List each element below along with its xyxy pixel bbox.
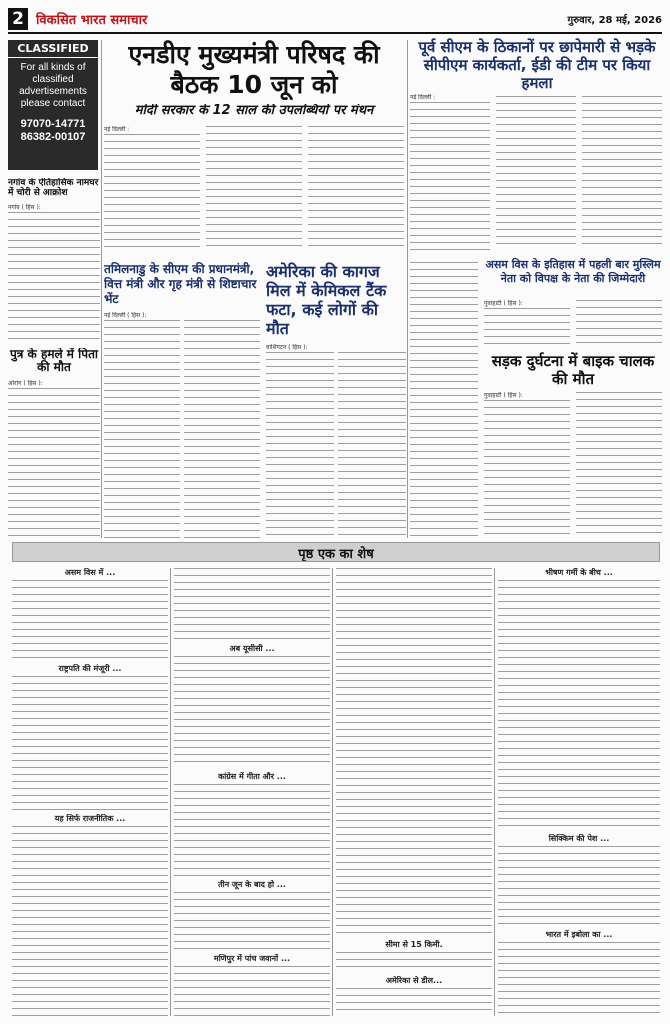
lead-headline: एनडीए मुख्यमंत्री परिषद की बैठक 10 जून को — [128, 40, 380, 99]
continuation-headline: सीमा से 15 किमी. — [385, 940, 443, 949]
lead-body — [308, 126, 404, 252]
story-dateline: ओरांग ( हिस ): — [8, 380, 43, 387]
continuation-headline: कांग्रेस में गीता और ... — [218, 772, 286, 781]
story-headline: सड़क दुर्घटना में बाइक चालक की मौत — [491, 352, 655, 388]
story-dateline: नई दिल्ली ( हिस ): — [104, 312, 147, 319]
continuation-body — [174, 656, 330, 768]
story-body — [184, 320, 260, 538]
continuation-headline: यह सिर्फ राजनीतिक ... — [54, 814, 126, 823]
classified-phone-2: 86382-00107 — [20, 131, 86, 143]
story-body — [484, 400, 570, 538]
continuation-banner-label: पृष्ठ एक का शेष — [298, 547, 374, 562]
story-body — [496, 96, 576, 250]
classified-phone-1: 97070-14771 — [20, 118, 86, 130]
continuation-body — [498, 846, 660, 926]
page-number: 2 — [8, 8, 28, 30]
story-headline: तमिलनाडु के सीएम की प्रधानमंत्री, वित्त मंत्री और गृह मंत्री से शिष्टाचार भेंट — [104, 262, 257, 306]
continuation-body — [336, 952, 492, 972]
column-rule — [101, 40, 102, 538]
story-body — [266, 352, 334, 538]
continuation-headline: भारत में इबोला का ... — [545, 930, 613, 939]
continuation-body — [498, 942, 660, 1016]
story-headline: असम विस के इतिहास में पहली बार मुस्लिम नेता को विपक्ष के नेता की जिम्मेदारी — [485, 258, 661, 285]
story-body — [8, 388, 100, 538]
continuation-body — [12, 826, 168, 1016]
continuation-body — [174, 784, 330, 876]
continuation-headline: तीन जून के बाद हो ... — [218, 880, 286, 889]
continuation-banner — [12, 542, 660, 562]
story-dateline: नई दिल्ली : — [410, 94, 436, 101]
newspaper-name: विकसित भारत समाचार — [36, 13, 148, 28]
lead-body — [104, 134, 200, 252]
continuation-body — [336, 988, 492, 1016]
story-dateline: नगांव ( हिस ): — [8, 204, 41, 211]
classified-title: CLASSIFIED — [8, 40, 98, 58]
story-headline: अमेरिका की कागज मिल में केमिकल टैंक फटा, कई लोगों की मौत — [266, 262, 387, 338]
continuation-body — [174, 892, 330, 950]
page-header — [8, 6, 662, 34]
column-rule — [332, 568, 333, 1016]
story-body — [576, 300, 662, 348]
column-rule — [494, 568, 495, 1016]
classified-box — [8, 40, 98, 170]
story-headline: पुत्र के हमले में पिता की मौत — [9, 348, 99, 375]
story-body — [576, 392, 662, 538]
column-rule — [170, 568, 171, 1016]
lead-body — [206, 126, 302, 252]
classified-body: For all kinds of classified advertisements please contact — [19, 62, 87, 109]
continuation-body — [498, 580, 660, 830]
lead-dateline: नई दिल्ली : — [104, 126, 130, 133]
continuation-headline: भीषण गर्मी के बीच ... — [545, 568, 613, 577]
continuation-headline: असम विस में ... — [64, 568, 116, 577]
continuation-body — [12, 580, 168, 660]
continuation-body — [174, 966, 330, 1016]
story-headline: पूर्व सीएम के ठिकानों पर छापेमारी से भड़के सीपीएम कार्यकर्ता, ईडी की टीम पर किया हमला — [418, 38, 656, 92]
story-body — [410, 262, 478, 538]
continuation-body — [174, 568, 330, 640]
story-dateline: गुवाहाटी ( हिस ): — [484, 300, 523, 307]
story-body — [410, 102, 490, 250]
story-headline: नगांव के ऐतिहासिक नामघर में चोरी से आक्रोश — [8, 178, 99, 199]
continuation-body — [336, 568, 492, 936]
issue-date: गुरुवार, 28 मई, 2026 — [567, 15, 662, 26]
story-body — [8, 212, 100, 342]
continuation-body — [12, 676, 168, 810]
story-dateline: गुवाहाटी ( हिस ): — [484, 392, 523, 399]
story-body — [338, 352, 406, 538]
column-rule — [407, 40, 408, 538]
lead-subheadline: मोदी सरकार के 12 साल की उपलब्धियों पर मंथन — [134, 104, 374, 118]
story-body — [484, 308, 570, 348]
continuation-headline: सिक्किम की पेश ... — [548, 834, 610, 843]
continuation-headline: अब यूसीसी ... — [229, 644, 275, 653]
continuation-headline: राष्ट्रपति की मंजूरी ... — [58, 664, 122, 673]
story-dateline: वाशिंगटन ( हिस ): — [266, 344, 308, 351]
continuation-headline: अमेरिका से डील... — [385, 976, 443, 985]
story-body — [582, 96, 662, 250]
story-body — [104, 320, 180, 538]
continuation-headline: मणिपुर में पांच जवानों ... — [213, 954, 291, 963]
